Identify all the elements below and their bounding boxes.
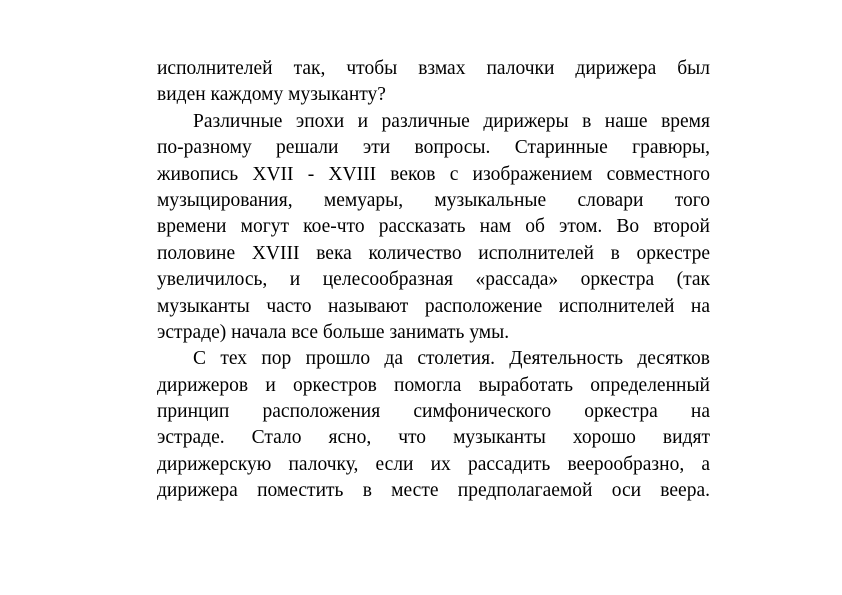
text-line: Различные эпохи и различные дирижеры в наше время [193,110,710,132]
text-line: дирижера поместить в месте предполагаемой оси веера. [157,480,710,502]
text-line: эстраде. Стало ясно, что музыканты хорошо видят [157,427,710,449]
text-line: исполнителей так, чтобы взмах палочки дирижера был [157,58,710,79]
text-line: дирижеров и оркестров помогла выработать определенный [157,374,710,396]
text-line: музыцирования, мемуары, музыкальные словари того [157,189,710,211]
text-line: живопись XVII - XVIII веков с изображением совместного [157,163,710,185]
text-line: времени могут кое-что рассказать нам об этом. Во второй [157,216,710,238]
text-line: дирижерскую палочку, если их рассадить веерообразно, а [157,453,710,475]
text-line: увеличилось, и целесообразная «рассада» оркестра (так [157,269,710,291]
body-text [157,56,710,505]
text-line: музыканты часто называют расположение исполнителей на [157,295,710,317]
text-line: по-разному решали эти вопросы. Старинные гравюры, [157,137,710,159]
text-line: виден каждому музыканту? [157,84,386,106]
text-line: принцип расположения симфонического оркестра на [157,401,710,423]
text-line: половине XVIII века количество исполнителей в оркестре [157,242,710,264]
text-line: С тех пор прошло да столетия. Деятельность десятков [193,348,710,370]
text-line: эстраде) начала все больше занимать умы. [157,321,510,343]
